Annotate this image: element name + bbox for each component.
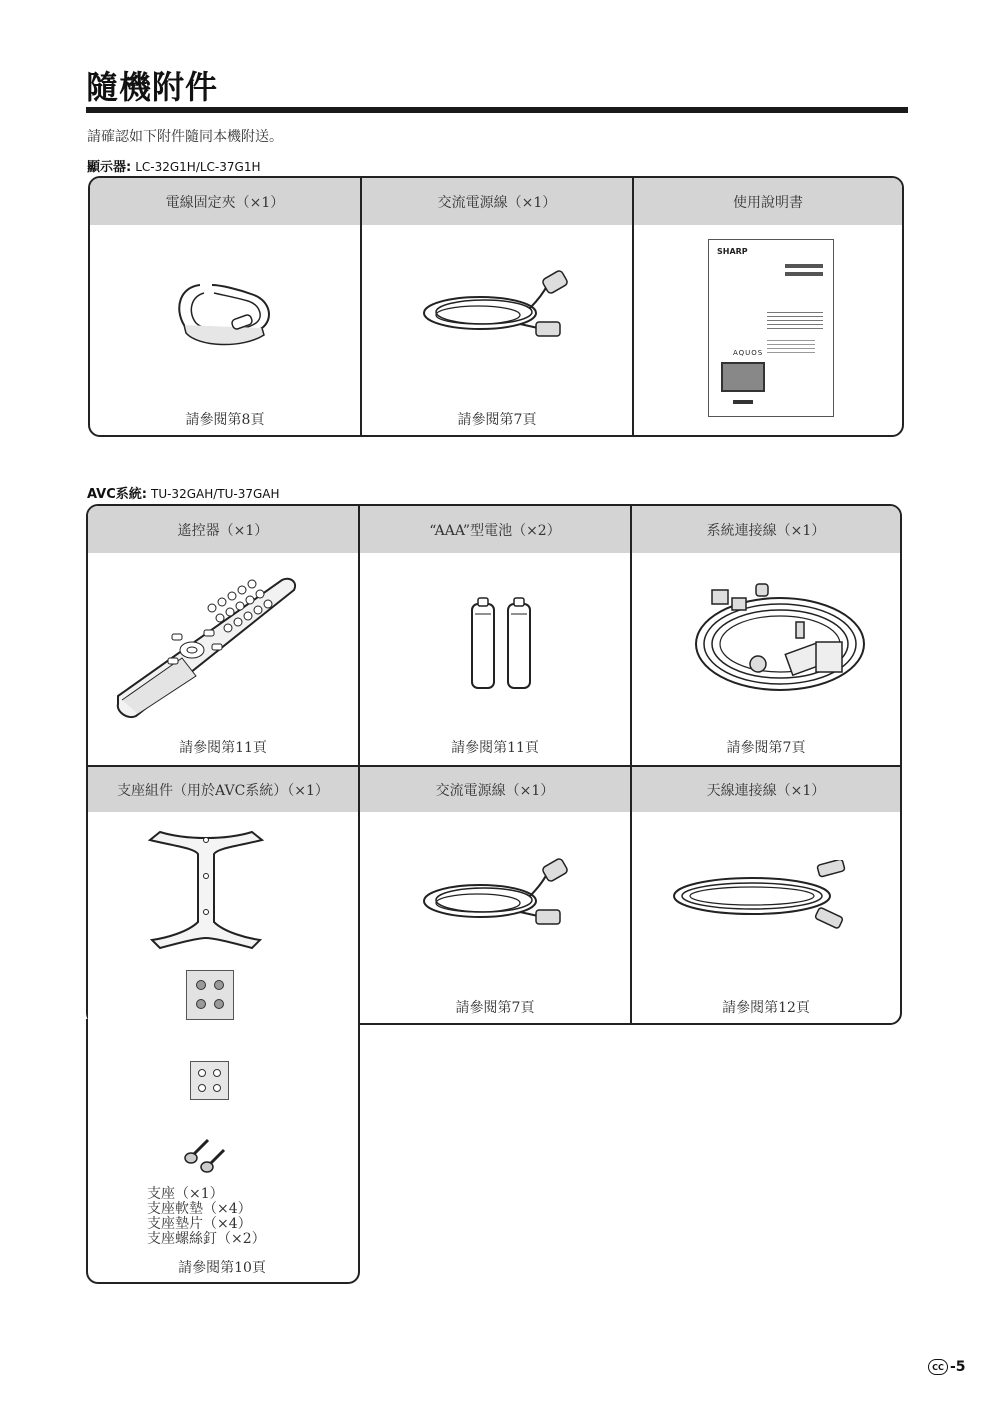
display-col-2 [362,178,632,225]
display-col-1 [90,178,360,225]
ref-antenna-cable: 請參閱第12頁 [722,1000,810,1016]
header-system-cable: 系統連接線（×1） [632,506,900,553]
lines [767,312,823,313]
ac-power-cord-icon [420,268,580,352]
line [785,272,823,276]
title-rule [86,107,908,113]
system-cable-icon [692,582,872,702]
stand-screw-icon [182,1134,232,1178]
header-manual: 使用說明書 [634,178,902,225]
stand-part: 支座軟墊（×4） [147,1201,252,1217]
header-antenna-cable: 天線連接線（×1） [632,767,900,812]
ref-ac-cord: 請參閱第7頁 [457,412,537,428]
display-accessories-table [88,176,904,437]
header-remote: 遙控器（×1） [88,506,358,553]
divider [630,506,632,1023]
stand-cushion-icon [186,970,234,1020]
divider [360,178,362,435]
manual-brand: SHARP [717,247,748,256]
divider [358,506,360,1023]
ref-stand-kit: 請參閱第10頁 [178,1260,266,1276]
header-batteries: “AAA”型電池（×2） [360,506,630,553]
stand-part: 支座螺絲釘（×2） [147,1231,266,1247]
page-number-text: -5 [950,1359,966,1375]
header-ac-cord: 交流電源線（×1） [362,178,632,225]
ac-power-cord-icon [420,856,580,940]
intro-text: 請確認如下附件隨同本機附送。 [87,129,283,145]
ref-ac-cord-2: 請參閱第7頁 [455,1000,535,1016]
stand-part: 支座墊片（×4） [147,1216,252,1232]
display-col-3 [634,178,902,225]
section-avc-model: TU-32GAH/TU-37GAH [150,487,280,501]
manual-product: AQUOS [733,349,764,357]
lines [767,340,815,341]
remote-control-icon [112,572,302,726]
language-badge: CC [928,1359,948,1375]
tv-stand [733,400,753,404]
stand-parts-list [147,1187,266,1247]
ref-batteries: 請參閱第11頁 [451,740,539,756]
ref-system-cable: 請參閱第7頁 [726,740,806,756]
cable-clamp-icon [170,273,280,357]
section-display-label: 顯示器: [87,160,132,175]
page-title: 隨機附件 [86,68,219,106]
tv-image [721,362,765,392]
stand-icon [146,826,266,956]
aaa-batteries-icon [468,596,538,694]
header-stand-kit: 支座組件（用於AVC系統）（×1） [88,767,358,812]
ref-remote: 請參閱第11頁 [179,740,267,756]
stand-part: 支座（×1） [147,1186,224,1202]
operation-manual-icon [708,239,834,417]
stand-spacer-icon [190,1061,229,1100]
divider [632,178,634,435]
section-avc-heading [87,483,280,502]
line [785,264,823,268]
section-display-heading [87,156,261,175]
page-number [928,1359,966,1375]
ref-cable-clamp: 請參閱第8頁 [185,412,265,428]
section-display-model: LC-32G1H/LC-37G1H [135,160,261,174]
header-cable-clamp: 電線固定夾（×1） [90,178,360,225]
antenna-cable-icon [670,860,850,936]
header-ac-cord-2: 交流電源線（×1） [360,767,630,812]
section-avc-label: AVC系統: [87,487,147,502]
